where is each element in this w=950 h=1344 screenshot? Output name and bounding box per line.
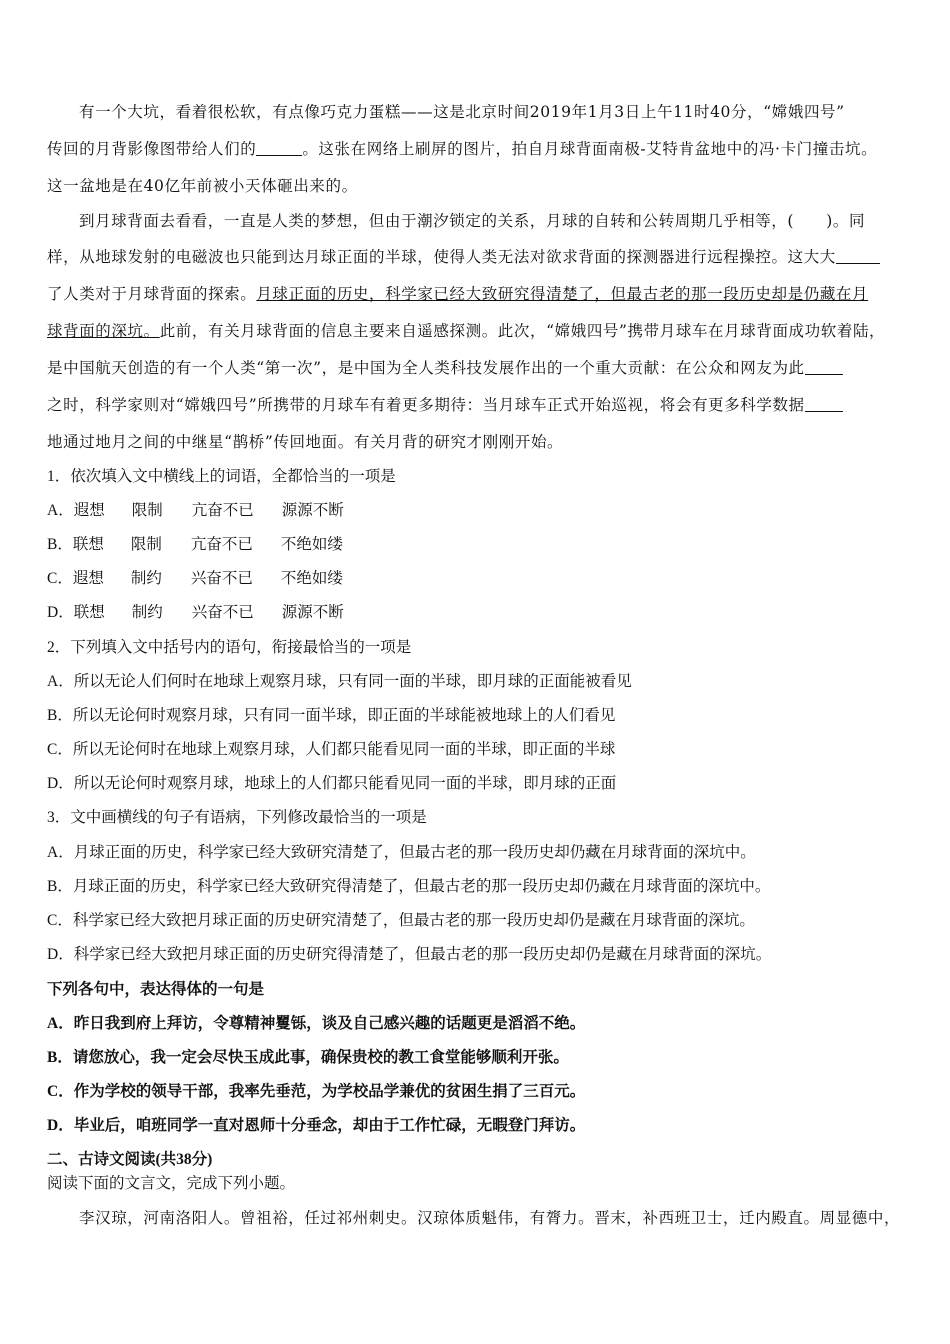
question-4-option-a: A．昨日我到府上拜访，令尊精神矍铄，谈及自己感兴趣的话题更是滔滔不绝。 [47,1015,586,1032]
passage-line-9: 之时，科学家则对“嫦娥四号”所携带的月球车有着更多期待：当月球车正式开始巡视，将会有更多科学数据 [47,394,922,416]
underlined-sentence: 月球正面的历史，科学家已经大致研究得清楚了，但最古老的那一段历史却是仍藏在月 [256,285,869,303]
passage-line-2: 传回的月背影像图带给人们的 。这张在网络上刷屏的图片，拍自月球背面南极-艾特肯盆地中的冯·卡门撞击坑。 [47,140,878,158]
question-2-option-d: D．所以无论何时观察月球，地球上的人们都只能看见同一面的半球，即月球的正面 [47,775,617,792]
question-3-stem: 3．文中画横线的句子有语病，下列修改最恰当的一项是 [47,809,427,826]
section-instruction: 阅读下面的文言文，完成下列小题。 [47,1175,296,1192]
question-2-option-a: A．所以无论人们何时在地球上观察月球，只有同一面的半球，即月球的正面能被看见 [47,673,632,690]
question-2-stem: 2．下列填入文中括号内的语句，衔接最恰当的一项是 [47,639,412,656]
question-4-option-b: B．请您放心，我一定会尽快玉成此事，确保贵校的教工食堂能够顺利开张。 [47,1049,569,1066]
passage-line-1: 有一个大坑，看着很松软，有点像巧克力蛋糕——这是北京时间2019年1月3日上午11时40分，“嫦娥四号” [79,103,845,121]
underlined-sentence-end: 球背面的深坑。 [47,322,160,340]
passage-line-4: 到月球背面去看看，一直是人类的梦想，但由于潮汐锁定的关系，月球的自转和公转周期几乎相等，( )。同 [79,212,866,230]
question-4-stem: 下列各句中，表达得体的一句是 [47,981,265,998]
question-2-option-c: C．所以无论何时在地球上观察月球，人们都只能看见同一面的半球，即正面的半球 [47,741,616,758]
question-3-option-c: C．科学家已经大致把月球正面的历史研究清楚了，但最古老的那一段历史却仍是藏在月球背面的深坑。 [47,912,755,929]
question-4-option-c: C．作为学校的领导干部，我率先垂范，为学校品学兼优的贫困生捐了三百元。 [47,1083,586,1100]
passage-line-6: 了人类对于月球背面的探索。月球正面的历史，科学家已经大致研究得清楚了，但最古老的那一段历史却是仍藏在月 [47,285,869,303]
question-1-option-b: B．联想 限制 亢奋不已 不绝如缕 [47,536,343,553]
question-1-option-a: A．遐想 限制 亢奋不已 源源不断 [47,502,344,519]
question-2-option-b: B．所以无论何时观察月球，只有同一面半球，即正面的半球能被地球上的人们看见 [47,707,616,724]
question-3-option-b: B．月球正面的历史，科学家已经大致研究得清楚了，但最古老的那一段历史却仍藏在月球背面的深坑中。 [47,878,771,895]
passage-line-10: 地通过地月之间的中继星“鹊桥”传回地面。有关月背的研究才刚刚开始。 [47,433,564,451]
passage-line-7: 球背面的深坑。此前，有关月球背面的信息主要来自遥感探测。此次，“嫦娥四号”携带月球车在月球背面成功软着陆， [47,322,886,340]
passage-line-3: 这一盆地是在40亿年前被小天体砸出来的。 [47,177,358,195]
passage-line-5: 样，从地球发射的电磁波也只能到达月球正面的半球，使得人类无法对欲求背面的探测器进行远程操控。这大大 [47,246,922,268]
fill-blank-4 [805,396,843,412]
fill-blank-1 [256,140,302,156]
fill-blank-2 [836,248,880,264]
classical-text-line-1: 李汉琼，河南洛阳人。曾祖裕，任过祁州刺史。汉琼体质魁伟，有膂力。晋末，补西班卫士，迁内殿直。周显德中， [79,1209,901,1227]
fill-blank-3 [805,359,843,375]
passage-line-8: 是中国航天创造的有一个人类“第一次”，是中国为全人类科技发展作出的一个重大贡献：在公众和网友为此 [47,357,922,379]
question-3-option-d: D．科学家已经大致把月球正面的历史研究得清楚了，但最古老的那一段历史却仍是藏在月球背面的深坑。 [47,946,772,963]
question-3-option-a: A．月球正面的历史，科学家已经大致研究清楚了，但最古老的那一段历史却仍藏在月球背面的深坑中。 [47,844,756,861]
question-1-option-c: C．遐想 制约 兴奋不已 不绝如缕 [47,570,343,587]
question-1-option-d: D．联想 制约 兴奋不已 源源不断 [47,604,344,621]
question-1-stem: 1．依次填入文中横线上的词语，全都恰当的一项是 [47,468,396,485]
question-4-option-d: D．毕业后，咱班同学一直对恩师十分垂念，却由于工作忙碌，无暇登门拜访。 [47,1117,586,1134]
section-heading: 二、古诗文阅读(共38分) [47,1151,213,1168]
